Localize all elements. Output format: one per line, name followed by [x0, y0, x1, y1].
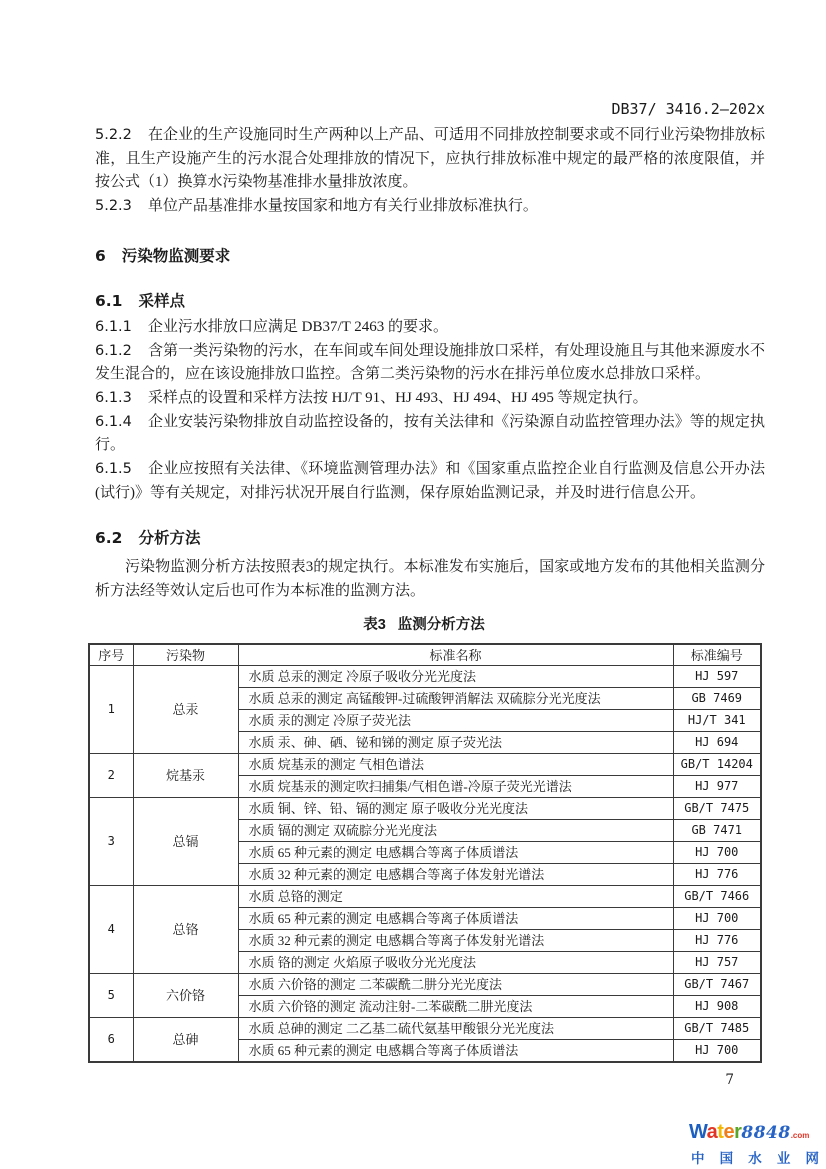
cell-standard-name: 水质 65 种元素的测定 电感耦合等离子体质谱法	[238, 1040, 673, 1062]
logo-letter: W	[689, 1121, 707, 1143]
clause-text: 企业污水排放口应满足 DB37/T 2463 的要求。	[147, 318, 449, 335]
clause-6-1-2	[95, 340, 765, 387]
cell-standard-name: 水质 铜、锌、铅、镉的测定 原子吸收分光光度法	[238, 798, 673, 820]
cell-standard-name: 水质 烷基汞的测定吹扫捕集/气相色谱-冷原子荧光光谱法	[238, 776, 673, 798]
tagline-char: 中	[691, 1151, 705, 1166]
cell-seq: 4	[89, 886, 133, 974]
table-row	[89, 798, 761, 820]
cell-standard-code: HJ 908	[673, 996, 761, 1018]
cell-standard-name: 水质 65 种元素的测定 电感耦合等离子体质谱法	[238, 908, 673, 930]
section-heading-6-2	[95, 527, 765, 550]
cell-standard-name: 水质 六价铬的测定 流动注射-二苯碳酰二肼光度法	[238, 996, 673, 1018]
page-number: 7	[725, 1072, 734, 1088]
clause-number: 6.1.4	[95, 413, 132, 430]
clause-6-1-5	[95, 458, 765, 505]
tagline-char: 国	[719, 1151, 734, 1166]
table-row	[89, 754, 761, 776]
section-title: 采样点	[138, 292, 185, 310]
cell-standard-code: GB/T 14204	[673, 754, 761, 776]
cell-pollutant: 烷基汞	[133, 754, 238, 798]
cell-standard-name: 水质 32 种元素的测定 电感耦合等离子体发射光谱法	[238, 864, 673, 886]
section-number: 6	[95, 246, 106, 265]
clause-6-1-1	[95, 316, 765, 340]
section-number: 6.1	[95, 291, 123, 310]
clause-text: 在企业的生产设施同时生产两种以上产品、可适用不同排放控制要求或不同行业污染物排放标准，且生产设施产生的污水混合处理排放的情况下，应执行排放标准中规定的最严格的浓度限值，并按公式（1）换算水污染物基准排水量排放浓度。	[95, 127, 765, 191]
cell-standard-code: HJ 700	[673, 908, 761, 930]
cell-standard-name: 水质 总汞的测定 冷原子吸收分光光度法	[238, 666, 673, 688]
table-row	[89, 1018, 761, 1040]
clause-6-1-4	[95, 411, 765, 458]
logo-letter: r	[734, 1121, 742, 1143]
table-title-text: 监测分析方法	[397, 616, 485, 633]
clause-text: 企业安装污染物排放自动监控设备的，按有关法律和《污染源自动监控管理办法》等的规定执行。	[95, 413, 765, 454]
cell-standard-name: 水质 65 种元素的测定 电感耦合等离子体质谱法	[238, 842, 673, 864]
column-header-pollutant: 污染物	[133, 644, 238, 666]
cell-standard-name: 水质 总砷的测定 二乙基二硫代氨基甲酸银分光光度法	[238, 1018, 673, 1040]
cell-seq: 6	[89, 1018, 133, 1062]
cell-standard-code: HJ 700	[673, 1040, 761, 1062]
cell-standard-name: 水质 铬的测定 火焰原子吸收分光光度法	[238, 952, 673, 974]
cell-pollutant: 总镉	[133, 798, 238, 886]
cell-standard-code: HJ 776	[673, 864, 761, 886]
cell-standard-code: GB 7469	[673, 688, 761, 710]
clause-text: 含第一类污染物的污水，在车间或车间处理设施排放口采样，有处理设施且与其他来源废水不发生混合的，应在该设施排放口监控。含第二类污染物的污水在排污单位废水总排放口采样。	[95, 342, 765, 383]
clause-number: 6.1.2	[95, 342, 132, 359]
logo-tagline	[689, 1147, 821, 1167]
cell-standard-name: 水质 汞、砷、硒、铋和锑的测定 原子荧光法	[238, 732, 673, 754]
column-header-standard-name: 标准名称	[238, 644, 673, 666]
cell-pollutant: 总铬	[133, 886, 238, 974]
table-header-row	[89, 644, 761, 666]
page-content	[95, 0, 765, 1063]
logo-number: 8848	[741, 1123, 791, 1143]
cell-seq: 5	[89, 974, 133, 1018]
cell-standard-name: 水质 六价铬的测定 二苯碳酰二肼分光光度法	[238, 974, 673, 996]
logo-letter: t	[717, 1121, 724, 1143]
cell-standard-code: GB 7471	[673, 820, 761, 842]
section-heading-6	[95, 245, 765, 268]
cell-pollutant: 六价铬	[133, 974, 238, 1018]
clause-5-2-3	[95, 195, 765, 219]
table-caption	[88, 614, 760, 636]
cell-seq: 1	[89, 666, 133, 754]
cell-standard-code: HJ 700	[673, 842, 761, 864]
cell-seq: 2	[89, 754, 133, 798]
column-header-seq: 序号	[89, 644, 133, 666]
clause-number: 5.2.2	[95, 127, 132, 143]
cell-standard-name: 水质 总汞的测定 高锰酸钾-过硫酸钾消解法 双硫腙分光光度法	[238, 688, 673, 710]
logo-tld: .com	[790, 1131, 810, 1140]
section-heading-6-1	[95, 290, 765, 313]
clause-number: 5.2.3	[95, 198, 132, 215]
cell-standard-code: HJ 776	[673, 930, 761, 952]
clause-text: 采样点的设置和采样方法按 HJ/T 91、HJ 493、HJ 494、HJ 495 等规定执行。	[147, 389, 648, 406]
cell-standard-name: 水质 32 种元素的测定 电感耦合等离子体发射光谱法	[238, 930, 673, 952]
cell-standard-code: GB/T 7475	[673, 798, 761, 820]
table-row	[89, 666, 761, 688]
tagline-char: 水	[748, 1151, 762, 1166]
monitoring-methods-table	[88, 643, 762, 1063]
table-row	[89, 886, 761, 908]
clause-text: 企业应按照有关法律、《环境监测管理办法》和《国家重点监控企业自行监测及信息公开办法(试行)》等有关规定，对排污状况开展自行监测，保存原始监测记录，并及时进行信息公开。	[95, 461, 765, 501]
clause-text: 单位产品基准排水量按国家和地方有关行业排放标准执行。	[147, 198, 538, 215]
cell-standard-code: HJ 757	[673, 952, 761, 974]
column-header-standard-code: 标准编号	[673, 644, 761, 666]
clause-6-1-3	[95, 387, 765, 411]
cell-standard-code: HJ 694	[673, 732, 761, 754]
tagline-char: 业	[776, 1151, 791, 1166]
table-row	[89, 974, 761, 996]
water8848-logo	[689, 1122, 821, 1167]
clause-number: 6.1.1	[95, 318, 132, 335]
cell-standard-code: GB/T 7467	[673, 974, 761, 996]
tagline-char: 网	[805, 1151, 819, 1166]
cell-standard-code: HJ 597	[673, 666, 761, 688]
logo-letter: e	[723, 1121, 735, 1143]
cell-standard-name: 水质 烷基汞的测定 气相色谱法	[238, 754, 673, 776]
cell-pollutant: 总砷	[133, 1018, 238, 1062]
cell-standard-code: GB/T 7466	[673, 886, 761, 908]
cell-standard-code: GB/T 7485	[673, 1018, 761, 1040]
cell-standard-name: 水质 汞的测定 冷原子荧光法	[238, 710, 673, 732]
section-title: 分析方法	[138, 530, 201, 548]
clause-number: 6.1.5	[95, 461, 132, 478]
cell-seq: 3	[89, 798, 133, 886]
water8848-wordmark	[689, 1122, 821, 1146]
cell-standard-name: 水质 总铬的测定	[238, 886, 673, 908]
logo-letter: a	[706, 1121, 718, 1143]
cell-standard-name: 水质 镉的测定 双硫腙分光光度法	[238, 820, 673, 842]
table-label: 表3	[363, 616, 386, 633]
doc-number: DB37/ 3416.2—202x	[611, 100, 765, 118]
section-number: 6.2	[95, 529, 123, 548]
clause-5-2-2	[95, 124, 765, 195]
cell-pollutant: 总汞	[133, 666, 238, 754]
section-title: 污染物监测要求	[121, 247, 231, 265]
paragraph-6-2: 污染物监测分析方法按照表3的规定执行。本标准发布实施后，国家或地方发布的其他相关监测分析方法经等效认定后也可作为本标准的监测方法。	[95, 559, 765, 600]
cell-standard-code: HJ 977	[673, 776, 761, 798]
clause-number: 6.1.3	[95, 389, 132, 406]
cell-standard-code: HJ/T 341	[673, 710, 761, 732]
